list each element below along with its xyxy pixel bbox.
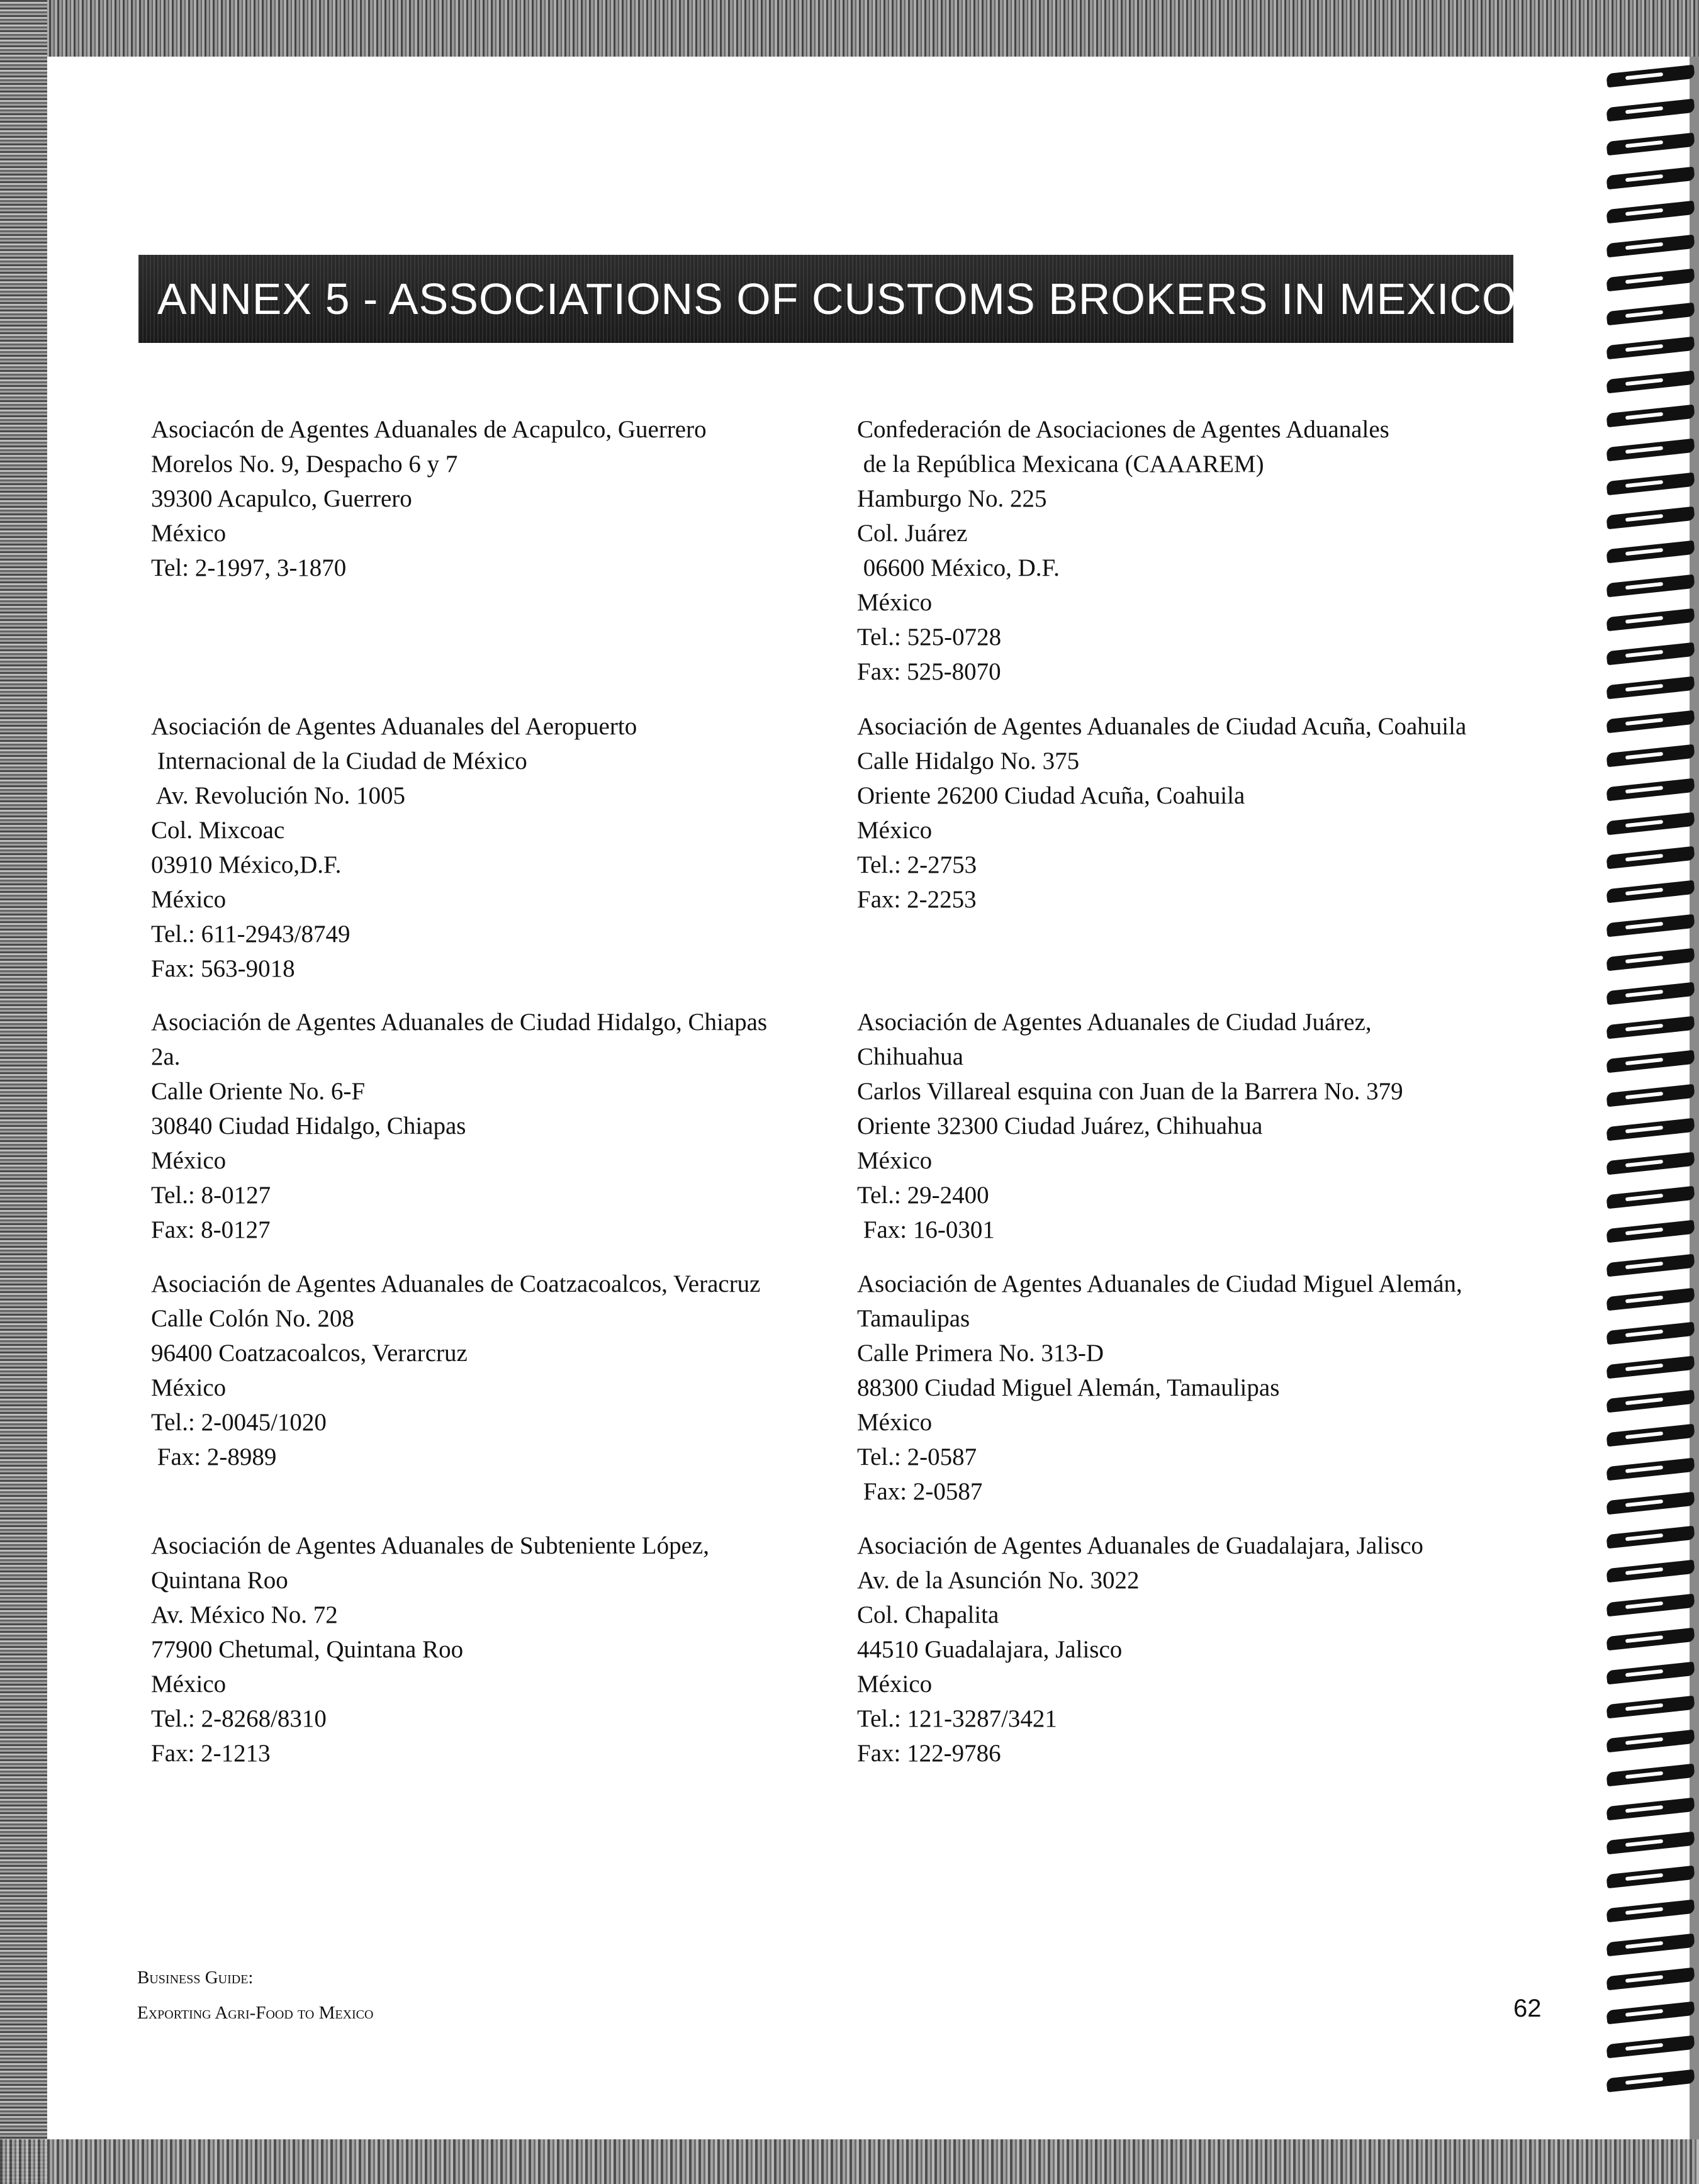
binding-coil	[1606, 1798, 1695, 1821]
binding-coil	[1606, 608, 1695, 632]
scan-border-bottom	[0, 2139, 1699, 2184]
entry-line: Col. Juárez	[857, 520, 968, 547]
binding-coil	[1606, 1628, 1695, 1651]
binding-coil	[1606, 2069, 1695, 2093]
binding-coil	[1606, 235, 1695, 258]
entry-line: 30840 Ciudad Hidalgo, Chiapas	[151, 1112, 466, 1140]
entry-line: Av. México No. 72	[151, 1601, 338, 1628]
entry-line: Quintana Roo	[151, 1567, 288, 1594]
binding-coil	[1606, 1254, 1695, 1277]
binding-coil	[1606, 1764, 1695, 1787]
binding-coil	[1606, 642, 1695, 666]
entry-line: 03910 México,D.F.	[151, 851, 342, 878]
binding-coil	[1606, 1866, 1695, 1889]
entry-line: Tamaulipas	[857, 1305, 970, 1332]
entry-line: Tel.: 525-0728	[857, 624, 1002, 651]
association-entry	[151, 1528, 831, 1771]
entry-line: Carlos Villareal esquina con Juan de la Barrera No. 379	[857, 1078, 1403, 1105]
entry-line: Calle Primera No. 313-D	[857, 1340, 1104, 1367]
entry-line: México	[151, 1671, 227, 1698]
entry-line: 77900 Chetumal, Quintana Roo	[151, 1636, 464, 1663]
entry-line: 96400 Coatzacoalcos, Verarcruz	[151, 1340, 468, 1367]
entry-line: Tel.: 2-0045/1020	[151, 1409, 327, 1436]
binding-coil	[1606, 744, 1695, 768]
entry-line: México	[857, 817, 933, 844]
entry-line: Fax: 525-8070	[857, 658, 1001, 685]
binding-coil	[1606, 1152, 1695, 1175]
entry-line: México	[151, 1374, 227, 1401]
entry-line: México	[857, 1147, 933, 1174]
entry-line: México	[857, 1409, 933, 1436]
entry-line: Asociación de Agentes Aduanales de Ciudad Hidalgo, Chiapas	[151, 1009, 768, 1036]
entry-line: Tel.: 2-8268/8310	[151, 1705, 327, 1732]
entry-line: Asociación de Agentes Aduanales de Ciudad Juárez,	[857, 1009, 1372, 1036]
entry-line: Asociación de Agentes Aduanales de Guadalajara, Jalisco	[857, 1532, 1423, 1559]
binding-coil	[1606, 1186, 1695, 1209]
binding-coil	[1606, 1322, 1695, 1345]
binding-coil	[1606, 1084, 1695, 1107]
entry-line: Asociación de Agentes Aduanales de Ciudad Acuña, Coahuila	[857, 713, 1467, 740]
binding-coil	[1606, 710, 1695, 734]
entry-line: Tel.: 2-2753	[857, 851, 977, 878]
entry-line: Calle Colón No. 208	[151, 1305, 354, 1332]
binding-coil	[1606, 439, 1695, 462]
association-entry	[151, 1267, 831, 1474]
binding-coil	[1606, 948, 1695, 972]
entry-line: Hamburgo No. 225	[857, 485, 1047, 512]
entry-line: 2a.	[151, 1043, 181, 1070]
entry-line: México	[857, 589, 933, 616]
binding-coil	[1606, 473, 1695, 496]
binding-coil	[1606, 507, 1695, 530]
binding-coil	[1606, 1458, 1695, 1481]
footer-title	[137, 1960, 373, 2030]
association-entry	[857, 412, 1543, 689]
entry-line: Av. Revolución No. 1005	[151, 782, 406, 809]
entry-line: Asociacón de Agentes Aduanales de Acapulco, Guerrero	[151, 416, 707, 443]
entry-line: Calle Oriente No. 6-F	[151, 1078, 366, 1105]
association-entry	[151, 412, 831, 585]
scan-border-left	[0, 0, 47, 2184]
entry-line: Tel.: 121-3287/3421	[857, 1705, 1057, 1732]
entry-line: Fax: 2-8989	[151, 1443, 277, 1470]
entry-line: Tel.: 29-2400	[857, 1182, 989, 1209]
association-entry	[151, 1005, 831, 1247]
entry-line: Col. Chapalita	[857, 1601, 999, 1628]
association-entry	[857, 1267, 1543, 1509]
binding-coil	[1606, 1594, 1695, 1617]
entry-line: Oriente 26200 Ciudad Acuña, Coahuila	[857, 782, 1245, 809]
binding-coil	[1606, 982, 1695, 1005]
entry-line: 44510 Guadalajara, Jalisco	[857, 1636, 1123, 1663]
binding-coil	[1606, 1900, 1695, 1923]
binding-coil	[1606, 914, 1695, 938]
annex-title: ANNEX 5 - ASSOCIATIONS OF CUSTOMS BROKERS IN MEXICO	[157, 274, 1517, 323]
binding-coil	[1606, 676, 1695, 700]
binding-coil	[1606, 303, 1695, 326]
entry-line: Fax: 2-1213	[151, 1740, 271, 1767]
page-number: 62	[1513, 1995, 1542, 2022]
binding-coil	[1606, 1832, 1695, 1855]
entry-line: Asociación de Agentes Aduanales del Aeropuerto	[151, 713, 637, 740]
entry-line: Confederación de Asociaciones de Agentes Aduanales	[857, 416, 1389, 443]
association-entry	[857, 1528, 1543, 1771]
entry-line: Fax: 563-9018	[151, 955, 295, 982]
binding-coil	[1606, 812, 1695, 836]
binding-coil	[1606, 1424, 1695, 1447]
binding-coil	[1606, 371, 1695, 394]
spiral-binding	[1601, 69, 1699, 2139]
entry-line: Fax: 16-0301	[857, 1216, 995, 1243]
binding-coil	[1606, 2002, 1695, 2025]
entry-line: Internacional de la Ciudad de México	[151, 748, 527, 775]
entry-line: de la República Mexicana (CAAAREM)	[857, 451, 1264, 478]
association-entry	[151, 709, 831, 986]
binding-coil	[1606, 1934, 1695, 1957]
binding-coil	[1606, 405, 1695, 428]
binding-coil	[1606, 133, 1695, 156]
entry-line: Calle Hidalgo No. 375	[857, 748, 1080, 775]
binding-coil	[1606, 201, 1695, 224]
binding-coil	[1606, 337, 1695, 360]
entry-line: Tel: 2-1997, 3-1870	[151, 554, 347, 581]
association-entry	[857, 1005, 1543, 1247]
entry-line: Fax: 8-0127	[151, 1216, 271, 1243]
binding-coil	[1606, 2036, 1695, 2059]
entry-line: Av. de la Asunción No. 3022	[857, 1567, 1140, 1594]
binding-coil	[1606, 846, 1695, 870]
binding-coil	[1606, 1016, 1695, 1039]
entry-line: Chihuahua	[857, 1043, 963, 1070]
binding-coil	[1606, 1220, 1695, 1243]
entry-line: Tel.: 611-2943/8749	[151, 921, 350, 948]
scan-border-top	[0, 0, 1699, 57]
entry-line: 06600 México, D.F.	[857, 554, 1060, 581]
footer-line-guide: Business Guide:	[137, 1968, 254, 1988]
entry-line: Tel.: 8-0127	[151, 1182, 271, 1209]
entry-line: Col. Mixcoac	[151, 817, 285, 844]
binding-coil	[1606, 1390, 1695, 1413]
binding-coil	[1606, 574, 1695, 598]
entry-line: México	[151, 1147, 227, 1174]
binding-coil	[1606, 1730, 1695, 1753]
entry-line: 39300 Acapulco, Guerrero	[151, 485, 412, 512]
binding-coil	[1606, 1356, 1695, 1379]
entry-line: México	[151, 520, 227, 547]
entry-line: Asociación de Agentes Aduanales de Subteniente López,	[151, 1532, 709, 1559]
binding-coil	[1606, 1526, 1695, 1549]
binding-coil	[1606, 778, 1695, 802]
entry-line: Fax: 2-2253	[857, 886, 977, 913]
binding-coil	[1606, 1968, 1695, 1991]
binding-coil	[1606, 1560, 1695, 1583]
entry-line: Tel.: 2-0587	[857, 1443, 977, 1470]
binding-coil	[1606, 880, 1695, 904]
binding-coil	[1606, 1696, 1695, 1719]
binding-coil	[1606, 1662, 1695, 1685]
binding-coil	[1606, 1050, 1695, 1073]
entry-line: Fax: 2-0587	[857, 1478, 983, 1505]
entry-line: México	[857, 1671, 933, 1698]
entry-line: 88300 Ciudad Miguel Alemán, Tamaulipas	[857, 1374, 1280, 1401]
entry-line: Fax: 122-9786	[857, 1740, 1001, 1767]
binding-coil	[1606, 540, 1695, 564]
footer-line-subtitle: Exporting Agri-Food to Mexico	[137, 2003, 374, 2023]
association-entry	[857, 709, 1543, 917]
entry-line: Asociación de Agentes Aduanales de Coatzacoalcos, Veracruz	[151, 1270, 761, 1297]
binding-coil	[1606, 167, 1695, 190]
annex-banner	[138, 255, 1517, 343]
entry-line: Morelos No. 9, Despacho 6 y 7	[151, 451, 458, 478]
binding-coil	[1606, 1118, 1695, 1141]
entry-line: México	[151, 886, 227, 913]
binding-coil	[1606, 269, 1695, 292]
binding-coil	[1606, 1492, 1695, 1515]
entry-line: Oriente 32300 Ciudad Juárez, Chihuahua	[857, 1112, 1263, 1140]
binding-coil	[1606, 99, 1695, 122]
entry-line: Asociación de Agentes Aduanales de Ciudad Miguel Alemán,	[857, 1270, 1462, 1297]
binding-coil	[1606, 1288, 1695, 1311]
